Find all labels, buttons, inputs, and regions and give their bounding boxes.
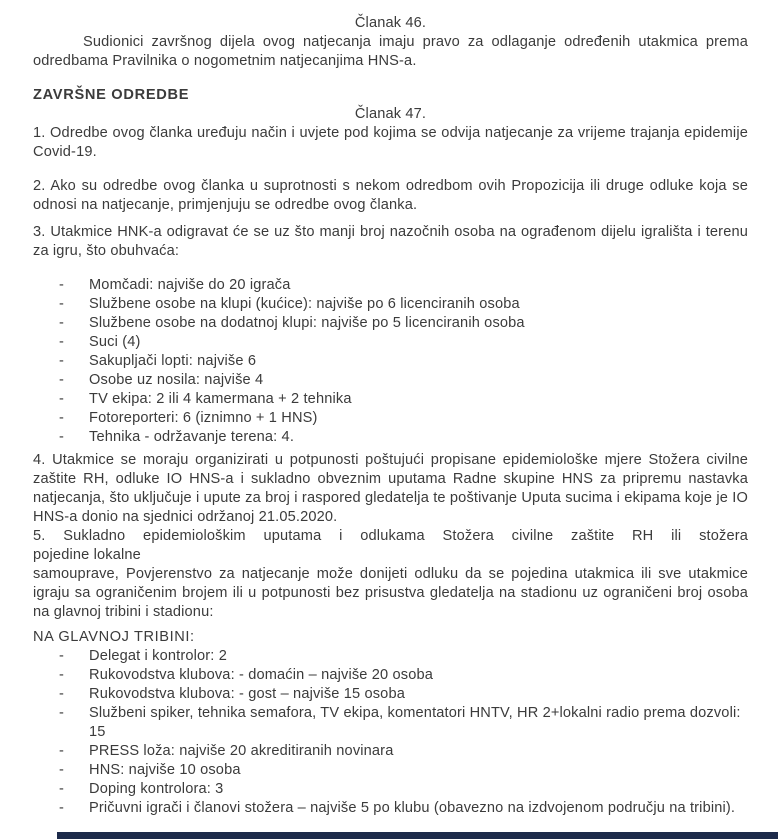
bullet-dash: -	[59, 648, 65, 664]
bullet-dash: -	[59, 315, 65, 331]
bullet-dash: -	[59, 410, 65, 426]
list-item-text: Tehnika - održavanje terena: 4.	[89, 429, 295, 445]
bullet-dash: -	[59, 296, 65, 312]
bottom-cutoff-bar	[57, 832, 778, 839]
attendance-limits-list	[33, 276, 748, 447]
list-item	[59, 647, 748, 666]
article-47-heading: Članak 47.	[354, 106, 427, 122]
list-item-text: HNS: najviše 10 osoba	[89, 762, 241, 778]
list-item	[59, 742, 748, 761]
list-item	[59, 761, 748, 780]
list-item-text: PRESS loža: najviše 20 akreditiranih novinara	[89, 743, 394, 759]
list-item-text: Rukovodstva klubova: - gost – najviše 15 osoba	[89, 686, 405, 702]
clause-5-line-1: 5. Sukladno epidemiološkim uputama i odlukama Stožera civilne zaštite RH ili stožera	[33, 528, 748, 544]
bullet-dash: -	[59, 353, 65, 369]
list-item-text: Doping kontrolora: 3	[89, 781, 224, 797]
bullet-dash: -	[59, 334, 65, 350]
list-item	[59, 428, 748, 447]
list-item	[59, 352, 748, 371]
article-46-heading: Članak 46.	[354, 15, 427, 31]
list-item	[59, 704, 748, 742]
list-item	[59, 799, 748, 818]
bullet-dash: -	[59, 372, 65, 388]
list-item	[59, 666, 748, 685]
list-item-text: Službene osobe na klupi (kućice): najviše po 6 licenciranih osoba	[89, 296, 520, 312]
list-item-text: Delegat i kontrolor: 2	[89, 648, 227, 664]
clause-5-paragraph	[33, 527, 748, 622]
list-item-text: TV ekipa: 2 ili 4 kamermana + 2 tehnika	[89, 391, 352, 407]
list-item	[59, 371, 748, 390]
list-item-text: Službene osobe na dodatnoj klupi: najviše po 5 licenciranih osoba	[89, 315, 525, 331]
list-item-text: Sakupljači lopti: najviše 6	[89, 353, 257, 369]
spacer	[33, 162, 748, 177]
main-stand-heading: NA GLAVNOJ TRIBINI:	[33, 629, 195, 645]
list-item	[59, 780, 748, 799]
clause-1-paragraph: 1. Odredbe ovog članka uređuju način i uvjete pod kojima se odvija natjecanje za vrijeme trajanja epidemije Covid-19.	[33, 125, 748, 160]
spacer	[33, 261, 748, 276]
bullet-dash: -	[59, 762, 65, 778]
list-item	[59, 390, 748, 409]
list-item-text: Pričuvni igrači i članovi stožera – najviše 5 po klubu (obavezno na izdvojenom području na tribini).	[89, 800, 736, 816]
bullet-dash: -	[59, 743, 65, 759]
spacer	[33, 215, 748, 223]
bullet-dash: -	[59, 429, 65, 445]
bullet-dash: -	[59, 391, 65, 407]
list-item	[59, 276, 748, 295]
list-item-text: Momčadi: najviše do 20 igrača	[89, 277, 291, 293]
list-item-text: Suci (4)	[89, 334, 141, 350]
main-stand-list	[33, 647, 748, 818]
list-item	[59, 295, 748, 314]
list-item	[59, 685, 748, 704]
bullet-dash: -	[59, 667, 65, 683]
list-item	[59, 409, 748, 428]
list-item	[59, 314, 748, 333]
spacer	[33, 71, 748, 86]
clause-2-paragraph: 2. Ako su odredbe ovog članka u suprotnosti s nekom odredbom ovih Propozicija ili druge odluke koja se odnosi na natjecanje, primjenjuju se odredbe ovog članka.	[33, 178, 748, 213]
list-item-text: Osobe uz nosila: najviše 4	[89, 372, 264, 388]
bullet-dash: -	[59, 686, 65, 702]
list-item-text: Službeni spiker, tehnika semafora, TV ekipa, komentatori HNTV, HR 2+lokalni radio prema dozvoli: 15	[89, 705, 741, 740]
clause-5-line-2: pojedine lokalne	[33, 547, 141, 563]
list-item-text: Fotoreporteri: 6 (iznimno + 1 HNS)	[89, 410, 318, 426]
list-item-text: Rukovodstva klubova: - domaćin – najviše 20 osoba	[89, 667, 434, 683]
list-item	[59, 333, 748, 352]
clause-5-continuation: samouprave, Povjerenstvo za natjecanje može donijeti odluku da se pojedina utakmica ili sve utakmice igraju sa ograničenim brojem ili u potpunosti bez prisustva gledatelja na stadionu uz ograničeni broj osoba na glavnoj tribini i stadionu:	[33, 566, 748, 620]
bullet-dash: -	[59, 800, 65, 816]
clause-4-paragraph: 4. Utakmice se moraju organizirati u potpunosti poštujući propisane epidemiološke mjere Stožera civilne zaštite RH, odluke IO HNS-a i sukladno obveznim uputama Radne skupine HNS za pripremu nastavka natjecanja, što uključuje i upute za broj i raspored gledatelja te poštivanje Uputa sucima i ekipama koje je IO HNS-a donio na sjednici održanoj 21.05.2020.	[33, 452, 748, 525]
bullet-dash: -	[59, 277, 65, 293]
article-46-paragraph: Sudionici završnog dijela ovog natjecanja imaju pravo za odlaganje određenih utakmica prema odredbama Pravilnika o nogometnim natjecanjima HNS-a.	[33, 34, 748, 69]
clause-3-paragraph: 3. Utakmice HNK-a odigravat će se uz što manji broj nazočnih osoba na ograđenom dijelu igrališta i terenu za igru, što obuhvaća:	[33, 224, 748, 259]
bullet-dash: -	[59, 705, 65, 721]
section-heading-zavrsne-odredbe: ZAVRŠNE ODREDBE	[33, 87, 190, 103]
bullet-dash: -	[59, 781, 65, 797]
